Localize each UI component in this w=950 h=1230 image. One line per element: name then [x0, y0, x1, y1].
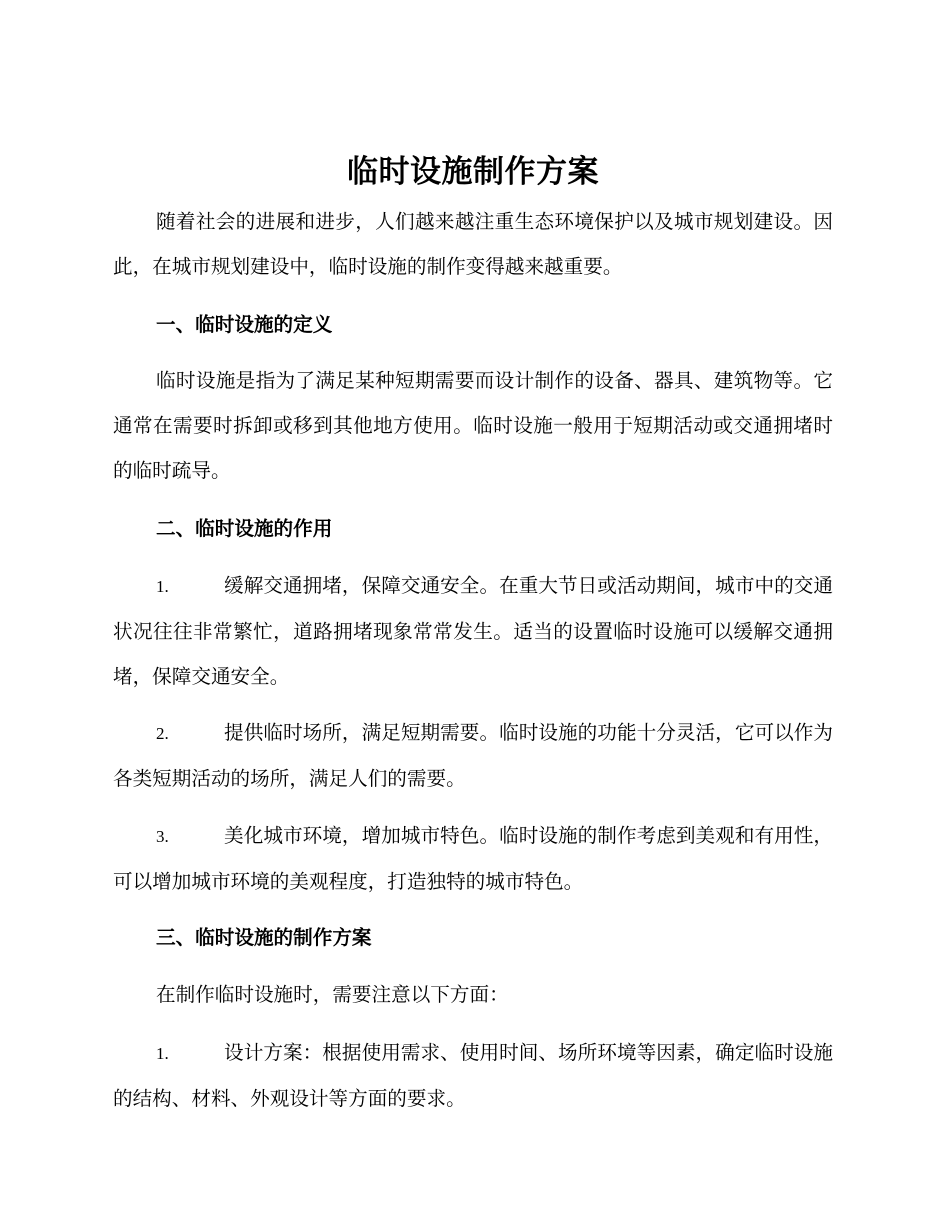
section-heading-function: 二、临时设施的作用	[156, 517, 333, 540]
definition-paragraph: 临时设施是指为了满足某种短期需要而设计制作的设备、器具、建筑物等。它通常在需要时拆卸或移到其他地方使用。临时设施一般用于短期活动或交通拥堵时的临时疏导。	[113, 369, 833, 482]
list-item-text: 设计方案：根据使用需求、使用时间、场所环境等因素，确定临时设施的结构、材料、外观设计等方面的要求。	[113, 1041, 833, 1110]
list-number: 1.	[156, 577, 169, 596]
list-item-text: 美化城市环境，增加城市特色。临时设施的制作考虑到美观和有用性，可以增加城市环境的美观程度，打造独特的城市特色。	[113, 824, 833, 893]
list-number: 2.	[156, 724, 169, 743]
intro-paragraph: 随着社会的进展和进步，人们越来越注重生态环境保护以及城市规划建设。因此，在城市规划建设中，临时设施的制作变得越来越重要。	[113, 210, 833, 278]
plan-intro-paragraph: 在制作临时设施时，需要注意以下方面：	[156, 983, 509, 1006]
document-title: 临时设施制作方案	[347, 154, 599, 190]
section-heading-definition: 一、临时设施的定义	[156, 313, 333, 336]
list-item-text: 提供临时场所，满足短期需要。临时设施的功能十分灵活，它可以作为各类短期活动的场所，满足人们的需要。	[113, 721, 833, 790]
list-number: 1.	[156, 1044, 169, 1063]
section-heading-plan: 三、临时设施的制作方案	[156, 926, 372, 949]
list-item-text: 缓解交通拥堵，保障交通安全。在重大节日或活动期间，城市中的交通状况往往非常繁忙，道路拥堵现象常常发生。适当的设置临时设施可以缓解交通拥堵，保障交通安全。	[113, 574, 833, 688]
function-item-3	[113, 813, 833, 904]
list-number: 3.	[156, 827, 169, 846]
function-item-2	[113, 710, 833, 801]
plan-item-1	[113, 1030, 833, 1121]
function-item-1	[113, 563, 833, 699]
